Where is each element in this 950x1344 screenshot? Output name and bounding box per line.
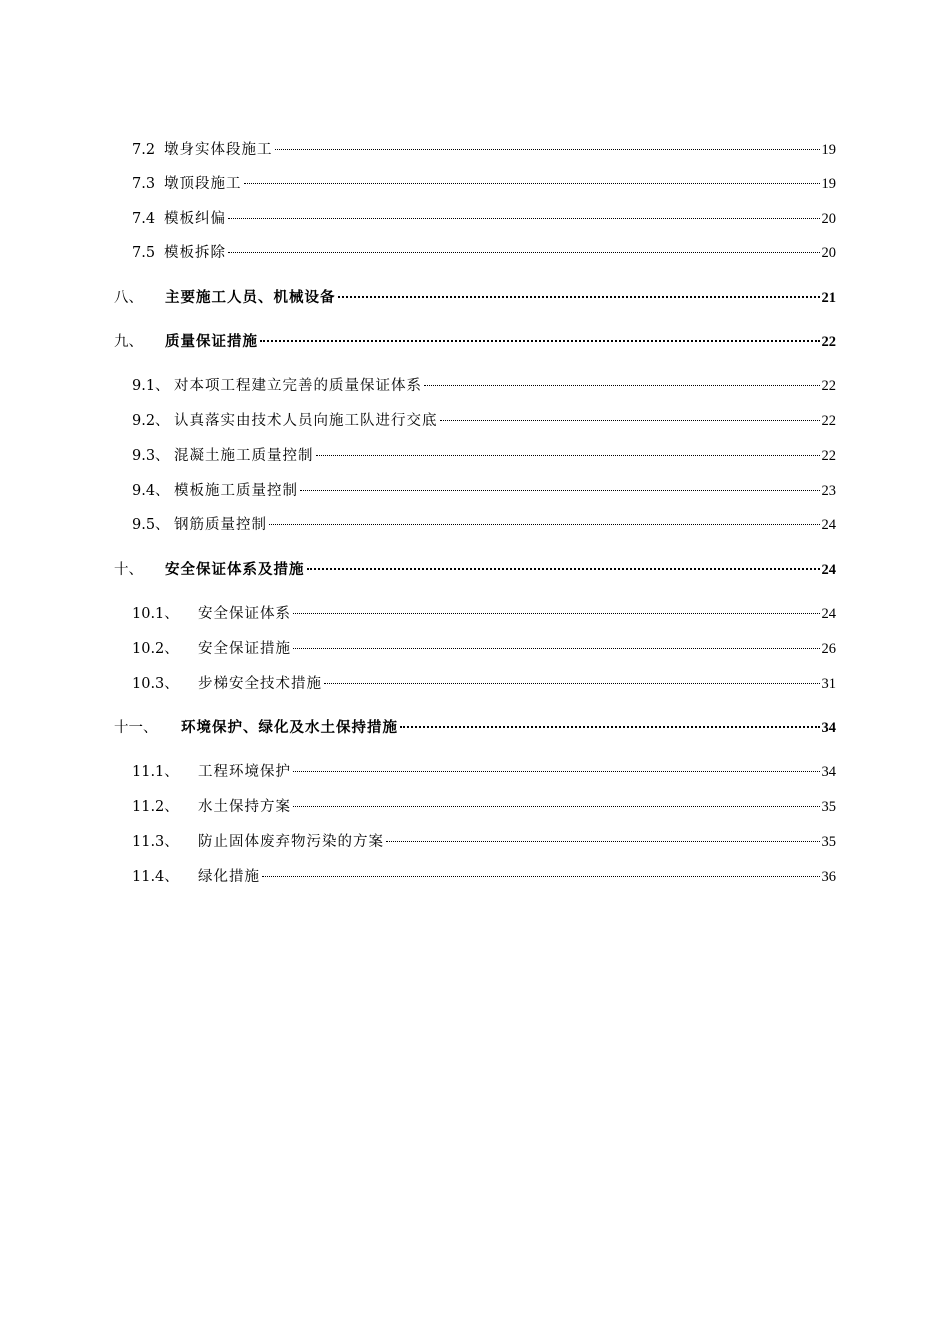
toc-entry-10-3[interactable] — [132, 674, 836, 694]
toc-entry-number: 八、 — [114, 290, 143, 306]
toc-entry-page: 20 — [821, 211, 836, 227]
toc-entry-number: 9.5、 — [132, 517, 170, 533]
dot-leader — [269, 524, 820, 525]
toc-entry-page: 21 — [821, 290, 836, 306]
dot-leader — [324, 683, 820, 684]
toc-entry-11-3[interactable] — [132, 832, 836, 852]
toc-entry-number: 7.4 — [132, 211, 156, 227]
toc-entry-page: 24 — [821, 606, 836, 622]
toc-entry-title: 认真落实由技术人员向施工队进行交底 — [174, 413, 438, 429]
toc-entry-title: 环境保护、绿化及水土保持措施 — [181, 719, 398, 736]
toc-entry-title: 墩身实体段施工 — [164, 142, 273, 158]
dot-leader — [228, 218, 820, 219]
toc-entry-title: 模板纠偏 — [164, 211, 226, 227]
toc-entry-9-2[interactable] — [132, 411, 836, 431]
toc-entry-chapter-9[interactable] — [114, 332, 836, 352]
toc-entry-number: 十、 — [114, 562, 143, 578]
toc-entry-page: 36 — [821, 869, 836, 885]
toc-entry-number: 10.1、 — [132, 606, 179, 622]
toc-entry-number: 11.4、 — [132, 869, 179, 885]
toc-entry-title: 安全保证措施 — [198, 641, 291, 657]
dot-leader — [316, 455, 820, 456]
toc-entry-number: 9.1、 — [132, 378, 170, 394]
toc-entry-title: 防止固体废弃物污染的方案 — [198, 834, 384, 850]
toc-entry-number: 11.3、 — [132, 834, 179, 850]
toc-entry-title: 混凝土施工质量控制 — [174, 448, 314, 464]
toc-entry-11-2[interactable] — [132, 797, 836, 817]
toc-entry-page: 20 — [821, 245, 836, 261]
toc-entry-title: 对本项工程建立完善的质量保证体系 — [174, 378, 422, 394]
toc-entry-page: 22 — [821, 448, 836, 464]
toc-entry-title: 绿化措施 — [198, 869, 260, 885]
toc-entry-number: 9.2、 — [132, 413, 170, 429]
toc-entry-number: 9.3、 — [132, 448, 170, 464]
toc-entry-10-2[interactable] — [132, 639, 836, 659]
toc-entry-number: 7.5 — [132, 245, 156, 261]
toc-entry-page: 35 — [821, 799, 836, 815]
dot-leader — [307, 568, 820, 570]
toc-entry-number: 九、 — [114, 334, 143, 350]
toc-entry-number: 9.4、 — [132, 483, 170, 499]
dot-leader — [262, 876, 820, 877]
toc-entry-page: 22 — [821, 378, 836, 394]
toc-entry-page: 31 — [821, 676, 836, 692]
toc-entry-chapter-10[interactable] — [114, 560, 836, 580]
toc-entry-title: 安全保证体系 — [198, 606, 291, 622]
toc-entry-title: 步梯安全技术措施 — [198, 676, 322, 692]
toc-entry-7-5[interactable] — [132, 243, 836, 263]
toc-entry-page: 34 — [821, 720, 836, 736]
toc-entry-number: 十一、 — [114, 720, 158, 736]
toc-entry-title: 主要施工人员、机械设备 — [165, 289, 336, 306]
toc-entry-page: 35 — [821, 834, 836, 850]
toc-entry-11-4[interactable] — [132, 867, 836, 887]
toc-entry-9-3[interactable] — [132, 446, 836, 466]
toc-entry-9-4[interactable] — [132, 481, 836, 501]
toc-entry-page: 24 — [821, 517, 836, 533]
toc-entry-title: 模板施工质量控制 — [174, 483, 298, 499]
toc-entry-page: 26 — [821, 641, 836, 657]
dot-leader — [275, 149, 820, 150]
toc-entry-title: 水土保持方案 — [198, 799, 291, 815]
toc-entry-page: 24 — [821, 562, 836, 578]
toc-entry-title: 质量保证措施 — [165, 333, 258, 350]
toc-entry-title: 钢筋质量控制 — [174, 517, 267, 533]
dot-leader — [424, 385, 820, 386]
toc-entry-9-1[interactable] — [132, 376, 836, 396]
toc-entry-number: 7.3 — [132, 176, 156, 192]
toc-entry-page: 22 — [821, 334, 836, 350]
toc-entry-9-5[interactable] — [132, 515, 836, 535]
dot-leader — [386, 841, 820, 842]
toc-entry-page: 19 — [821, 142, 836, 158]
dot-leader — [338, 296, 820, 298]
toc-entry-title: 模板拆除 — [164, 245, 226, 261]
toc-entry-7-4[interactable] — [132, 209, 836, 229]
toc-entry-page: 19 — [821, 176, 836, 192]
toc-entry-number: 11.2、 — [132, 799, 179, 815]
dot-leader — [244, 183, 820, 184]
toc-entry-chapter-8[interactable] — [114, 288, 836, 308]
toc-entry-number: 11.1、 — [132, 764, 179, 780]
toc-entry-page: 34 — [821, 764, 836, 780]
dot-leader — [400, 726, 820, 728]
dot-leader — [260, 340, 820, 342]
toc-entry-page: 23 — [821, 483, 836, 499]
toc-entry-chapter-11[interactable] — [114, 718, 836, 738]
dot-leader — [293, 806, 820, 807]
toc-entry-number: 10.3、 — [132, 676, 179, 692]
toc-entry-7-2[interactable] — [132, 140, 836, 160]
dot-leader — [293, 771, 820, 772]
toc-entry-7-3[interactable] — [132, 174, 836, 194]
dot-leader — [440, 420, 820, 421]
toc-entry-page: 22 — [821, 413, 836, 429]
toc-entry-number: 10.2、 — [132, 641, 179, 657]
toc-entry-number: 7.2 — [132, 142, 156, 158]
dot-leader — [228, 252, 820, 253]
dot-leader — [300, 490, 820, 491]
toc-entry-10-1[interactable] — [132, 604, 836, 624]
toc-entry-title: 安全保证体系及措施 — [165, 561, 305, 578]
toc-entry-11-1[interactable] — [132, 762, 836, 782]
toc-entry-title: 工程环境保护 — [198, 764, 291, 780]
dot-leader — [293, 613, 820, 614]
dot-leader — [293, 648, 820, 649]
toc-entry-title: 墩顶段施工 — [164, 176, 242, 192]
